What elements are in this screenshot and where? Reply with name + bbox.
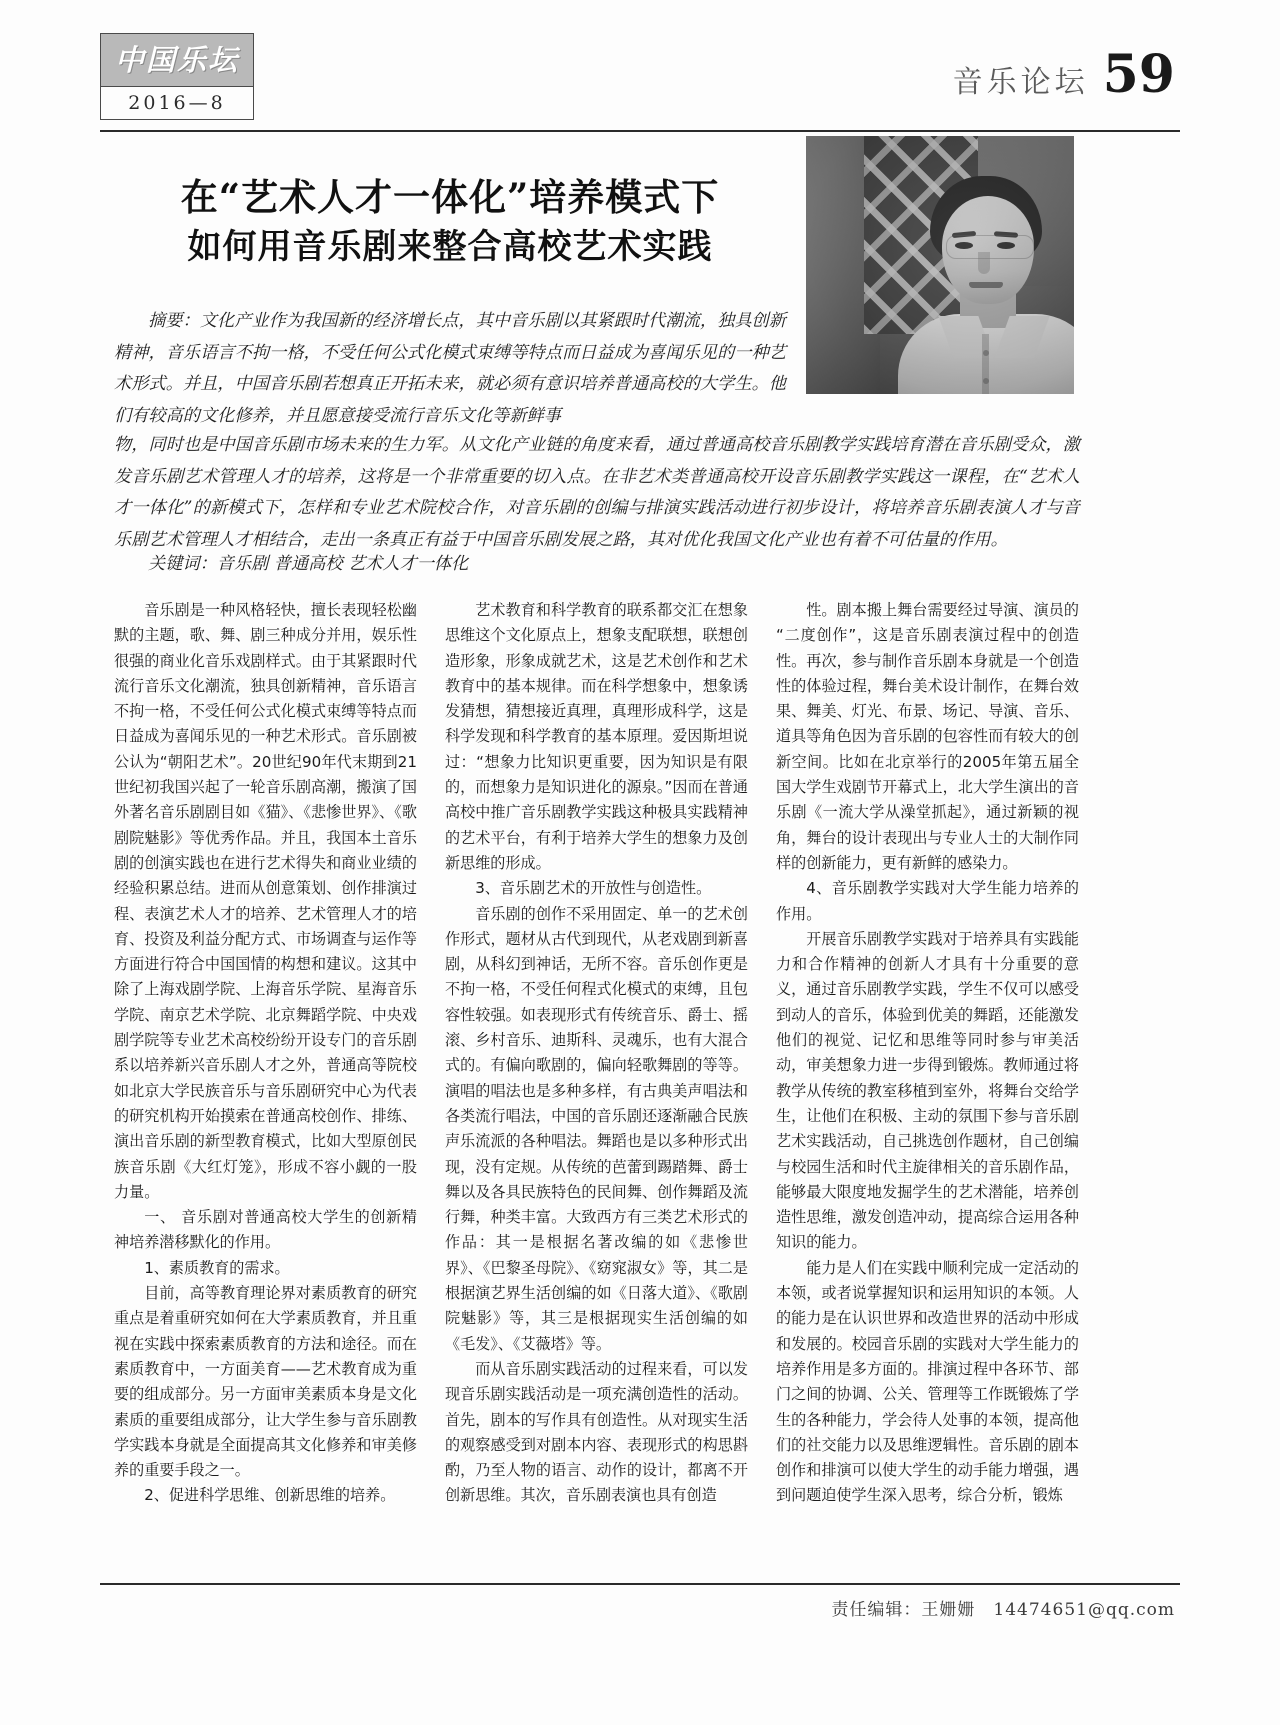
abstract-wide: 物，同时也是中国音乐剧市场未来的生力军。从文化产业链的角度来看，通过普通高校音乐剧教学实践培育潜在音乐剧受众，激发音乐剧艺术管理人才的培养，这将是一个非常重要的切入点。在非艺术类普通高校开设音乐剧教学实践这一课程，在“艺术人才一体化”的新模式下，怎样和专业艺术院校合作，对音乐剧的创编与排演实践活动进行初步设计，将培养音乐剧表演人才与音乐剧艺术管理人才相结合，走出一条真正有益于中国音乐剧发展之路，其对优化我国文化产业也有着不可估量的作用。 [114,435,1080,550]
editor-email: 14474651@qq.com [993,1600,1175,1620]
section-title: 音乐论坛 [952,65,1089,100]
article-title-line2: 如何用音乐剧来整合高校艺术实践 [187,227,713,268]
keywords-line [114,549,1080,579]
editor-label: 责任编辑： [831,1600,922,1620]
paragraph: 艺术教育和科学教育的联系都交汇在想象思维这个文化原点上，想象支配联想，联想创造形象，形象成就艺术，这是艺术创作和艺术教育中的基本规律。而在科学想象中，想象诱发猜想，猜想接近真理，真理形成科学，这是科学发现和科学教育的基本原理。爱因斯坦说过：“想象力比知识更重要，因为知识是有限的，而想象力是知识进化的源泉。”因而在普通高校中推广音乐剧教学实践这种极具实践精神的艺术平台，有利于培养大学生的想象力及创新思维的形成。 [445,601,748,872]
paragraph: 能力是人们在实践中顺利完成一定活动的本领，或者说掌握知识和运用知识的本领。人的能力是在认识世界和改造世界的活动中形成和发展的。校园音乐剧的实践对大学生能力的培养作用是多方面的。排演过程中各环节、部门之间的协调、公关、管理等工作既锻炼了学生的各种能力，学会待人处事的本领，提高他们的社交能力以及思维逻辑性。音乐剧的剧本创作和排演可以使大学生的动手能力增强，遇到问题迫使学生深入思考，综合分析，锻炼 [776,1258,1079,1505]
article-body [114,598,1080,1505]
journal-logo-box [100,33,254,120]
paragraph: 性。剧本搬上舞台需要经过导演、演员的“二度创作”，这是音乐剧表演过程中的创造性。再次，参与制作音乐剧本身就是一个创造性的体验过程，舞台美术设计制作，在舞台效果、舞美、灯光、布景、场记、导演、音乐、道具等角色因为音乐剧的包容性而有较大的创新空间。比如在北京举行的2005年第五届全国大学生戏剧节开幕式上，北大学生演出的音乐剧《一流大学从澡堂抓起》，通过新颖的视角，舞台的设计表现出与专业人士的大制作同样的创新能力，更有新鲜的感染力。 [776,601,1079,872]
journal-title: 中国乐坛 [101,34,253,87]
body-column-2 [445,598,748,1505]
paragraph: 1、素质教育的需求。 [144,1258,290,1277]
body-column-3 [776,598,1079,1505]
editor-name: 王姗姗 [921,1600,976,1620]
paragraph: 3、音乐剧艺术的开放性与创造性。 [475,879,712,898]
header-right [952,44,1175,105]
article-title-line1: 在“艺术人才一体化”培养模式下 [180,175,720,219]
author-photo [806,136,1074,394]
footer [831,1595,1175,1620]
paragraph: 4、音乐剧教学实践对大学生能力培养的作用。 [776,879,1079,923]
paragraph: 而从音乐剧实践活动的过程来看，可以发现音乐剧实践活动是一项充满创造性的活动。首先，剧本的写作具有创造性。从对现实生活的观察感受到对剧本内容、表现形式的构思斟酌，乃至人物的语言、动作的设计，都离不开创新思维。其次，音乐剧表演也具有创造 [445,1359,748,1505]
abstract-narrow [114,306,786,432]
paragraph: 音乐剧是一种风格轻快，擅长表现轻松幽默的主题，歌、舞、剧三种成分并用，娱乐性很强的商业化音乐戏剧样式。由于其紧跟时代流行音乐文化潮流，独具创新精神，音乐语言不拘一格，不受任何公式化模式束缚等特点而日益成为喜闻乐见的一种艺术形式。音乐剧被公认为“朝阳艺术”。20世纪90年代末期到21世纪初我国兴起了一轮音乐剧高潮，搬演了国外著名音乐剧剧目如《猫》、《悲惨世界》、《歌剧院魅影》等优秀作品。并且，我国本土音乐剧的创演实践也在进行艺术得失和商业业绩的经验积累总结。进而从创意策划、创作排演过程、表演艺术人才的培养、艺术管理人才的培育、投资及利益分配方式、市场调查与运作等方面进行符合中国国情的构想和建议。这其中除了上海戏剧学院、上海音乐学院、星海音乐学院、南京艺术学院、北京舞蹈学院、中央戏剧学院等专业艺术高校纷纷开设专门的音乐剧系以培养新兴音乐剧人才之外，普通高等院校如北京大学民族音乐与音乐剧研究中心为代表的研究机构开始摸索在普通高校创作、排练、演出音乐剧的新型教育模式，比如大型原创民族音乐剧《大红灯笼》，形成不容小觑的一股力量。 [114,601,417,1201]
journal-issue: 2016—8 [128,92,226,114]
abstract-narrow-text: 摘要：文化产业作为我国新的经济增长点，其中音乐剧以其紧跟时代潮流，独具创新精神，音乐语言不拘一格，不受任何公式化模式束缚等特点而日益成为喜闻乐见的一种艺术形式。并且，中国音乐剧若想真正开拓未来，就必须有意识培养普通高校的大学生。他们有较高的文化修养，并且愿意接受流行音乐文化等新鲜事 [114,311,786,426]
paragraph: 音乐剧的创作不采用固定、单一的艺术创作形式，题材从古代到现代，从老戏剧到新喜剧，从科幻到神话，无所不容。音乐创作更是不拘一格，不受任何程式化模式的束缚，且包容性较强。如表现形式有传统音乐、爵士、摇滚、乡村音乐、迪斯科、灵魂乐，也有大混合式的。有偏向歌剧的，偏向轻歌舞剧的等等。演唱的唱法也是多种多样，有古典美声唱法和各类流行唱法，中国的音乐剧还逐渐融合民族声乐流派的各种唱法。舞蹈也是以多种形式出现，没有定规。从传统的芭蕾到踢踏舞、爵士舞以及各具民族特色的民间舞、创作舞蹈及流行舞，种类丰富。大致西方有三类艺术形式的作品：其一是根据名著改编的如《悲惨世界》、《巴黎圣母院》、《窈窕淑女》等，其二是根据演艺界生活创编的如《日落大道》、《歌剧院魅影》等，其三是根据现实生活创编的如《毛发》、《艾薇塔》等。 [445,904,748,1353]
article-title [105,172,795,272]
paragraph: 开展音乐剧教学实践对于培养具有实践能力和合作精神的创新人才具有十分重要的意义，通过音乐剧教学实践，学生不仅可以感受到动人的音乐，体验到优美的舞蹈，还能激发他们的视觉、记忆和思维等同时参与审美活动，审美想象力进一步得到锻炼。教师通过将教学从传统的教室移植到室外，将舞台交给学生，让他们在积极、主动的氛围下参与音乐剧艺术实践活动，自己挑选创作题材，自己创编与校园生活和时代主旋律相关的音乐剧作品，能够最大限度地发掘学生的艺术潜能，培养创造性思维，激发创造冲动，提高综合运用各种知识的能力。 [776,929,1079,1252]
footer-divider [100,1583,1180,1585]
header-divider [100,130,1180,132]
paragraph: 一、 音乐剧对普通高校大学生的创新精神培养潜移默化的作用。 [114,1208,417,1252]
photo-vignette [806,136,1074,394]
masthead [100,33,260,120]
paragraph: 2、促进科学思维、创新思维的培养。 [144,1486,396,1505]
page-number: 59 [1102,44,1175,105]
paragraph: 目前，高等教育理论界对素质教育的研究重点是着重研究如何在大学素质教育，并且重视在实践中探索素质教育的方法和途径。而在素质教育中，一方面美育——艺术教育成为重要的组成部分。另一方面审美素质本身是文化素质的重要组成部分，让大学生参与音乐剧教学实践本身就是全面提高其文化修养和审美修养的重要手段之一。 [114,1284,417,1480]
body-column-1 [114,598,417,1505]
keywords-text: 关键词：音乐剧 普通高校 艺术人才一体化 [148,554,469,574]
